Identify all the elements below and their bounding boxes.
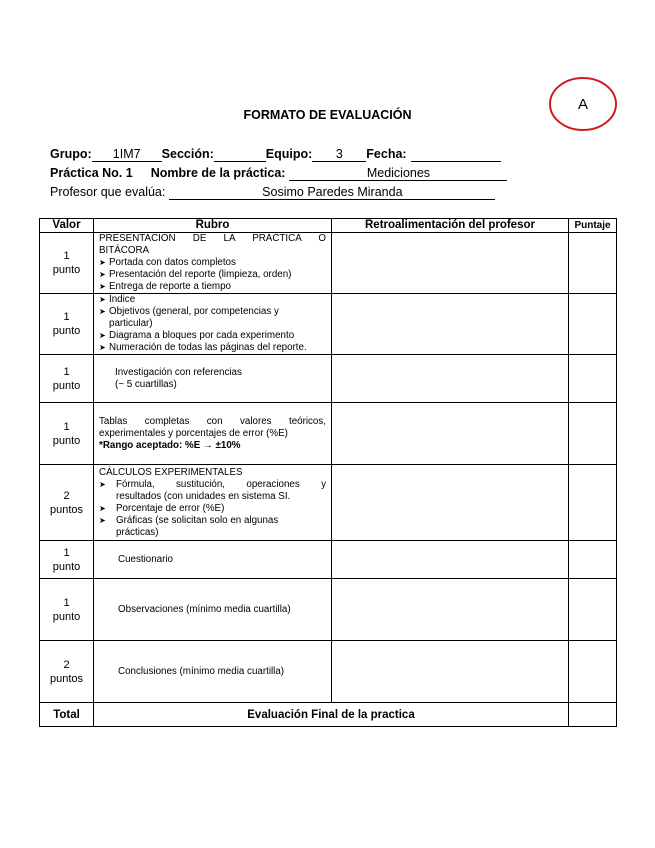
rubro-cell [94,541,332,579]
score-cell[interactable] [569,541,617,579]
feedback-cell[interactable] [332,541,569,579]
equipo-label: Equipo: [265,147,313,161]
profesor-label: Profesor que evalúa: [50,185,166,199]
table-row [40,294,617,355]
rubro-text: Cuestionario [118,553,174,565]
seccion-label: Sección: [161,147,214,161]
fecha-label: Fecha: [366,147,407,161]
arrow-bullet-icon: ➤ [99,270,106,279]
arrow-bullet-icon: ➤ [99,515,106,525]
header-line-3 [50,185,495,200]
col-header-rubro: Rubro [94,219,332,233]
valor-number: 1 [63,420,70,433]
rubro-cell [94,233,332,294]
arrow-bullet-icon: ➤ [99,331,106,340]
feedback-cell[interactable] [332,294,569,355]
total-label: Total [40,703,94,727]
valor-unit: punto [52,325,81,337]
table-row [40,355,617,403]
table-row [40,579,617,641]
valor-cell [40,579,94,641]
valor-number: 1 [63,546,70,559]
table-row [40,465,617,541]
list-item: ➤ Objetivos (general, por competencias y [99,306,279,317]
score-cell[interactable] [569,233,617,294]
seccion-blank[interactable] [214,148,266,162]
arrow-bullet-icon: ➤ [99,258,106,267]
practica-label: Práctica No. 1 [50,166,133,180]
equipo-value[interactable]: 3 [312,148,366,162]
feedback-cell[interactable] [332,579,569,641]
rubro-heading: PRESENTACIÓN DE LA PRÁCTICA O [99,233,326,244]
valor-cell [40,403,94,465]
valor-cell [40,355,94,403]
score-cell[interactable] [569,403,617,465]
valor-number: 2 [63,489,70,502]
valor-cell [40,541,94,579]
rubro-cell [94,641,332,703]
valor-number: 2 [63,658,70,671]
list-item: ➤ Gráficas (se solicitan solo en algunas [99,514,279,526]
list-item: ➤ Portada con datos completos [99,257,236,268]
table-header-row [40,219,617,233]
valor-cell [40,641,94,703]
rubro-text: Observaciones (mínimo media cuartilla) [118,603,291,615]
rubro-cell [94,579,332,641]
list-item: ➤ Numeración de todas las páginas del reporte. [99,342,307,353]
table-row [40,403,617,465]
score-cell[interactable] [569,355,617,403]
nombre-practica-label: Nombre de la práctica: [150,166,286,180]
arrow-bullet-icon: ➤ [99,307,106,316]
rubro-cell [94,465,332,541]
list-item: ➤ Presentación del reporte (limpieza, orden) [99,269,292,280]
list-item-cont: prácticas) [116,526,159,538]
nombre-practica-value[interactable]: Mediciones [289,167,507,181]
valor-unit: puntos [49,503,84,516]
list-item: ➤ Diagrama a bloques por cada experimento [99,330,295,341]
rubro-text: Tablas completas con valores teóricos, [99,415,326,427]
col-header-valor: Valor [40,219,94,233]
table-row [40,641,617,703]
header-line-2 [50,166,507,181]
profesor-value[interactable]: Sosimo Paredes Miranda [169,186,495,200]
evaluation-table [39,218,617,727]
rubro-text: Conclusiones (mínimo media cuartilla) [118,665,285,677]
rubro-heading-cont: BITÁCORA [99,245,150,256]
rango-aceptado: *Rango aceptado: %E → ±10% [99,439,241,451]
feedback-cell[interactable] [332,355,569,403]
feedback-cell[interactable] [332,641,569,703]
grupo-label: Grupo: [50,147,92,161]
valor-unit: punto [52,434,81,447]
valor-unit: punto [52,560,81,573]
rubro-cell [94,294,332,355]
final-evaluation-label: Evaluación Final de la practica [94,703,569,727]
col-header-puntaje: Puntaje [569,219,617,233]
valor-unit: punto [52,610,81,623]
valor-unit: punto [52,264,81,276]
feedback-cell[interactable] [332,403,569,465]
rubro-text: (~ 5 cuartillas) [115,378,177,390]
rubro-text: experimentales y porcentajes de error (%E) [99,427,288,439]
score-cell[interactable] [569,465,617,541]
table-footer-row [40,703,617,727]
valor-unit: puntos [49,672,84,685]
list-item-cont: resultados (con unidades en sistema SI. [116,490,291,502]
rubro-cell [94,403,332,465]
list-item-cont: particular) [109,318,153,329]
valor-unit: punto [52,379,81,392]
feedback-cell[interactable] [332,233,569,294]
table-row [40,541,617,579]
valor-number: 1 [63,311,70,323]
list-item: ➤ Fórmula, sustitución, operaciones y [99,478,326,490]
arrow-bullet-icon: ➤ [99,282,106,291]
grade-circle-mark [548,76,618,132]
list-item: ➤ Porcentaje de error (%E) [99,502,225,514]
arrow-bullet-icon: ➤ [99,503,106,513]
valor-number: 1 [63,365,70,378]
list-item: ➤ Entrega de reporte a tiempo [99,281,231,292]
arrow-bullet-icon: ➤ [99,479,106,489]
score-cell[interactable] [569,294,617,355]
valor-cell [40,465,94,541]
arrow-bullet-icon: ➤ [99,295,106,304]
feedback-cell[interactable] [332,465,569,541]
rubro-cell [94,355,332,403]
table-row [40,233,617,294]
list-item: ➤ Índice [99,294,136,305]
document-title: FORMATO DE EVALUACIÓN [243,108,412,122]
valor-cell [40,233,94,294]
arrow-bullet-icon: ➤ [99,343,106,352]
col-header-retroalimentacion: Retroalimentación del profesor [332,219,569,233]
rubro-text: Investigación con referencias [115,366,242,378]
grupo-value[interactable]: 1IM7 [92,148,162,162]
fecha-blank[interactable] [411,148,501,162]
total-score-cell[interactable] [569,703,617,727]
rubro-heading: CÁLCULOS EXPERIMENTALES [99,466,243,478]
header-line-1 [50,147,501,162]
valor-number: 1 [63,250,70,262]
score-cell[interactable] [569,641,617,703]
valor-number: 1 [63,596,70,609]
circle-mark-letter: A [577,96,589,113]
score-cell[interactable] [569,579,617,641]
valor-cell [40,294,94,355]
